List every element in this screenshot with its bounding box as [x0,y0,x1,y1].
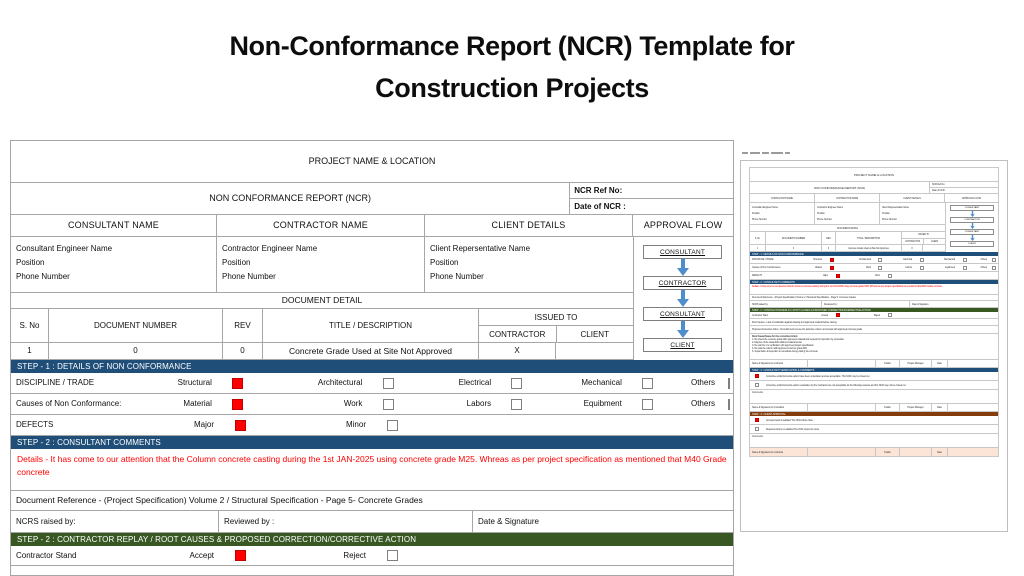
approval-flow-column [633,237,731,360]
consultant-details-row [11,449,733,491]
cell-document-number: 0 [49,343,223,359]
thumb-opt: Structural [813,258,823,261]
col-issued-to: ISSUED TO [479,309,633,326]
consultant-details-text[interactable]: Details - It has come to our attention that the Column concrete casting during the 1st JAN-2025 using concrete grade M25. Whreas as per project specification as mentioned that M40 Grade concrete [17,454,727,478]
checkbox-accept[interactable] [219,546,261,565]
thumb-docdetail-heading: DOCUMENT DETAIL [836,226,859,230]
flow-arrow-icon [643,290,722,307]
thumb-step4-heading: STEP - 3 : CONSULTANT VERIFICATION & COMMENTS [750,368,998,372]
cell-title-description: Concrete Grade Used at Site Not Approved [263,343,479,359]
flow-arrow-icon [643,321,722,338]
flow-arrow-icon [643,259,722,276]
causes-label: Causes of Non Conformance: [16,399,122,408]
thumb-list-item: 1- Re-check the concrete grade with approved material and request for inspection by consultant [752,338,844,341]
defects-label: DEFECTS [16,420,54,429]
party-details-row [11,237,633,293]
page-title-line-1: Non-Conformance Report (NCR) Template for [229,31,795,61]
thumb-step5-opt: Accepted work is satisfied The NCR will be close [766,418,813,422]
thumb-party-2: CLIENT DETAILS [903,196,921,200]
thumb-party-line: Phone Number [817,218,832,222]
discipline-trade-row [11,373,733,394]
thumb-sign: Date & Signature [912,302,929,306]
thumb-list-item: 5- Supervision & inspection to consultant during casting the concrete [752,350,818,353]
checkbox-material[interactable] [217,394,259,414]
approval-step-contractor[interactable]: CONTRACTOR [643,276,722,290]
thumb-cell: Concrete Grade Used at Site Not Approved [847,246,890,250]
thumb-party-1: CONTRACTOR NAME [835,196,859,200]
thumb-sign-col: Position [883,450,892,454]
col-s-no: S. No [11,309,49,342]
thumbnail-preview[interactable] [740,160,1008,532]
thumb-opt: Mechanical [943,258,956,261]
thumb-flow-0: CONSULTANT [950,205,994,211]
thumb-sign-col: Position [883,362,892,365]
thumb-list-item: 2- Dispose of the casted/demolished material at site [752,341,802,344]
thumb-cell: 0 [792,246,795,250]
thumb-opt: Minor [874,274,880,277]
contractor-name-heading: CONTRACTOR NAME [217,215,425,236]
option-label-reject: Reject [343,550,366,560]
thumb-list-item: 3- Re-visit the mix verification with approved project specification [752,344,814,347]
thumb-report-title: NON CONFORMANCE REPORT (NCR) [813,185,866,190]
page-title [0,26,1024,110]
party-heading-row [11,215,733,237]
thumb-sign: Reviewed by : [824,302,838,306]
thumb-opt: Material [814,266,823,269]
step3-heading: STEP - 2 : CONTRACTOR REPLAY / ROOT CAUSES & PROPOSED CORRECTION/CORRECTIVE ACTION [11,533,733,546]
checkbox-minor[interactable] [371,415,413,435]
defects-row [11,415,733,436]
document-detail-heading: DOCUMENT DETAIL [281,295,363,306]
thumb-party-line: Phone Number [882,218,897,222]
thumb-sign-consultant: Name & Signature for Consultant [752,406,784,409]
approval-flow-heading: APPROVAL FLOW [643,219,723,230]
thumb-flow-arrow-icon [970,235,975,241]
page-title-line-2: Construction Projects [375,72,649,103]
thumb-flow-3: CLIENT [950,241,994,247]
step2-heading: STEP - 2 : CONSULTANT COMMENTS [11,436,733,449]
thumb-issued-contractor: CONTRACTOR [904,239,921,243]
col-issued-contractor: CONTRACTOR [479,326,557,342]
table-row[interactable] [11,343,633,360]
checkbox-architectural[interactable] [367,373,409,393]
client-details[interactable] [425,237,633,292]
thumb-sign-col: Project Manager [907,362,924,365]
option-label-labors: Labors [466,399,492,408]
thumb-sign-client: Name & Signature for contractor [752,450,784,454]
thumb-flow-2: CONSULTANT [950,229,994,235]
thumb-ncr-ref: NCR Ref No: [932,183,945,186]
thumb-opt: Major [822,274,828,277]
thumb-party-line: Position [817,211,825,215]
checkbox-structural[interactable] [217,373,259,393]
thumb-issued-client: CLIENT [930,239,939,243]
col-document-number: DOCUMENT NUMBER [49,309,223,342]
thumb-opt: Reject [873,313,880,317]
thumb-flow-1: CONTRACTOR [950,217,994,223]
consultant-line-3: Phone Number [16,271,70,281]
thumb-party-line: Position [752,211,760,215]
thumb-opt: Equibment [944,266,956,269]
date-signature-field[interactable]: Date & Signature [478,516,539,526]
cell-issued-client [556,343,633,359]
document-detail-heading-row [11,293,633,309]
document-reference-row [11,491,733,511]
step2-signature-row [11,511,733,533]
reviewed-by-field[interactable]: Reviewed by : [219,511,473,532]
col-title-description: TITLE / DESCRIPTION [263,309,479,342]
thumb-step5-opt: Rejected work is un-satisfied The NCR cannot be close [766,427,820,431]
option-label-material: Material [183,399,212,408]
thumb-flow-arrow-icon [970,211,975,217]
thumbnail-caption [742,152,790,154]
causes-row [11,394,733,415]
thumb-opt: Electrical [903,258,913,261]
thumb-col-rev: REV [826,236,831,240]
checkbox-reject[interactable] [371,546,413,565]
thumb-sign-col: Name & Signature for contractor [752,362,784,365]
consultant-line-1: Consultant Engineer Name [16,244,113,253]
consultant-line-2: Position [16,257,45,267]
checkbox-major[interactable] [219,415,261,435]
thumb-cell: X [911,246,913,250]
project-name-location: PROJECT NAME & LOCATION [308,155,436,166]
option-label-electrical: Electrical [458,378,492,387]
thumb-step1-label: DISCIPLINE / TRADE [752,258,774,261]
thumb-list-item: 4- Re-cast the column with approved concrete grade M40 [752,347,808,350]
thumb-rootcause: Root Causes - Lack of verification against drawing and approved material before casting [752,320,837,324]
consultant-name-heading: CONSULTANT NAME [11,215,217,236]
checkbox-others-1[interactable] [720,373,733,393]
option-label-work: Work [343,399,363,408]
thumb-col-title: TITLE / DESCRIPTION [857,236,880,240]
thumb-party-line: Client Repersentative Name [882,205,910,209]
approval-step-consultant-2[interactable]: CONSULTANT [643,307,722,321]
cell-rev: 0 [223,343,263,359]
project-header-row [11,141,733,183]
thumb-opt: Work [865,266,871,269]
col-issued-client: CLIENT [580,329,609,339]
thumb-cell: 0 [827,246,830,250]
option-label-equipment: Equibment [583,399,622,408]
thumb-col-docnum: DOCUMENT NUMBER [781,236,806,240]
cell-issued-contractor: X [479,343,556,359]
consultant-details[interactable] [11,237,217,292]
thumb-approval-heading: APPROVAL FLOW [962,196,981,200]
contractor-stand-label: Contractor Stand [16,550,77,560]
ncr-ref-no-field[interactable]: NCR Ref No: [570,183,733,199]
thumb-party-line: Position [882,211,890,215]
contractor-details[interactable] [217,237,425,292]
document-table-header-row [11,309,633,343]
thumb-opt: Others [980,258,988,261]
cell-s-no: 1 [11,343,49,359]
checkbox-labors[interactable] [496,394,538,414]
thumb-step2-details: Details - It has come to our attention that the Column concrete casting during the 1st JAN-2025 using concrete grade M25. Whreas as per project specification as mentioned that M40 Grade concrete [752,285,943,288]
report-title: NON CONFORMANCE REPORT (NCR) [11,183,570,214]
checkbox-work[interactable] [367,394,409,414]
thumb-comments-label: Comments: [752,391,764,394]
thumb-col-sno: S. No [754,236,761,240]
client-line-3: Phone Number [430,271,484,281]
contractor-line-1: Contractor Engineer Name [222,244,318,253]
thumb-party-line: Phone Number [752,218,767,222]
contractor-stand-row [11,546,733,566]
contractor-stand-spacer [413,546,733,565]
client-line-2: Position [430,257,459,267]
thumb-step2-heading: STEP - 2 : CONSULTANT COMMENTS [750,280,998,284]
ncr-form [10,140,734,576]
col-rev: REV [223,309,263,342]
thumb-project-header: PROJECT NAME & LOCATION [854,172,894,177]
thumb-step4-opt: Corrective works/Corrective action undertaken by the Contractor are not acceptable for the following reasons and this NCR may not be closed out. [766,383,907,387]
thumb-list-heading: Root Cause/Cause for the corrective Action: [752,335,798,338]
thumb-comments-label: Comments: [752,435,764,438]
thumb-sign-col: Project Manager [907,406,924,409]
contractor-line-2: Position [222,257,251,267]
thumb-date-ncr: Date of NCR : [932,189,946,192]
thumb-opt: Labors [905,266,913,269]
report-title-row [11,183,733,215]
option-label-architectural: Architectural [317,378,363,387]
thumb-opt: Others [980,266,988,269]
thumb-sign: NCRS raised by: [752,302,769,306]
thumb-step1-label: DEFECTS [752,274,763,277]
option-label-minor: Minor [345,420,366,429]
thumb-opt: Architectural [858,258,871,261]
date-of-ncr-field[interactable]: Date of NCR : [574,202,626,211]
thumb-step1-label: Causes of Non Conformance: [752,266,781,269]
thumb-proposed: Proposed Correction Action - Demolish and remove the defective column and recast with approved concrete grade [752,328,863,331]
option-label-others-2: Others [690,399,715,408]
thumb-opt: Accept [821,313,828,317]
discipline-trade-label: DISCIPLINE / TRADE [16,378,95,387]
option-label-mechanical: Mechanical [581,378,622,387]
thumb-issued-to: ISSUED TO [917,233,930,237]
checkbox-equipment[interactable] [627,394,669,414]
option-label-major: Major [193,420,214,429]
document-reference-text[interactable]: Document Reference - (Project Specification) Volume 2 / Structural Specification - Page 5- Concrete Grades [16,495,423,506]
thumb-party-line: Consultant Engineer Name [752,205,779,209]
checkbox-mechanical[interactable] [627,373,669,393]
checkbox-others-2[interactable] [720,394,733,414]
thumb-sign-col: Position [883,406,892,409]
ncrs-raised-by-field[interactable]: NCRS raised by: [11,511,219,532]
thumb-sign-col: Date [937,362,942,365]
option-label-accept: Accept [189,550,214,560]
thumb-sign-col: Date [937,450,942,454]
thumb-step4-opt: Corrective works/Corrective action have been undertaken and are acceptable. This NCR may be closed out. [766,374,870,378]
checkbox-electrical[interactable] [496,373,538,393]
thumb-step2-reference: Document Reference - (Project Specification) Volume 2 / Structural Specification - Page 5- Concrete Grades [752,296,856,299]
client-details-heading: CLIENT DETAILS [425,215,633,236]
option-label-structural: Structural [177,378,212,387]
thumb-step5-heading: STEP - 4 : CLIENT APPROVAL [750,412,998,416]
thumb-party-0: CONSULTANT NAME [771,196,793,200]
option-label-others-1: Others [690,378,715,387]
client-line-1: Client Repersentative Name [430,244,531,253]
thumb-party-line: Contractor Engineer Name [817,205,844,209]
thumb-step1-heading: STEP - 1 : DETAILS OF NON CONFORMANCE [750,252,998,256]
approval-step-client[interactable]: CLIENT [643,338,722,352]
thumb-step3-heading: STEP - 2 : CONTRACTOR REPLAY / ROOT CAUSES & PROPOSED CORRECTION/CORRECTIVE ACTION [750,308,998,312]
thumb-cell: 1 [756,246,759,250]
thumb-step3-stand: Contractor Stand [752,313,769,317]
defects-spacer [413,415,733,435]
thumb-flow-arrow-icon [970,223,975,229]
thumb-sign-col: Date [937,406,942,409]
approval-step-consultant-1[interactable]: CONSULTANT [643,245,722,259]
step1-heading: STEP - 1 : DETAILS OF NON CONFORMANCE [11,360,733,373]
contractor-line-3: Phone Number [222,271,276,281]
